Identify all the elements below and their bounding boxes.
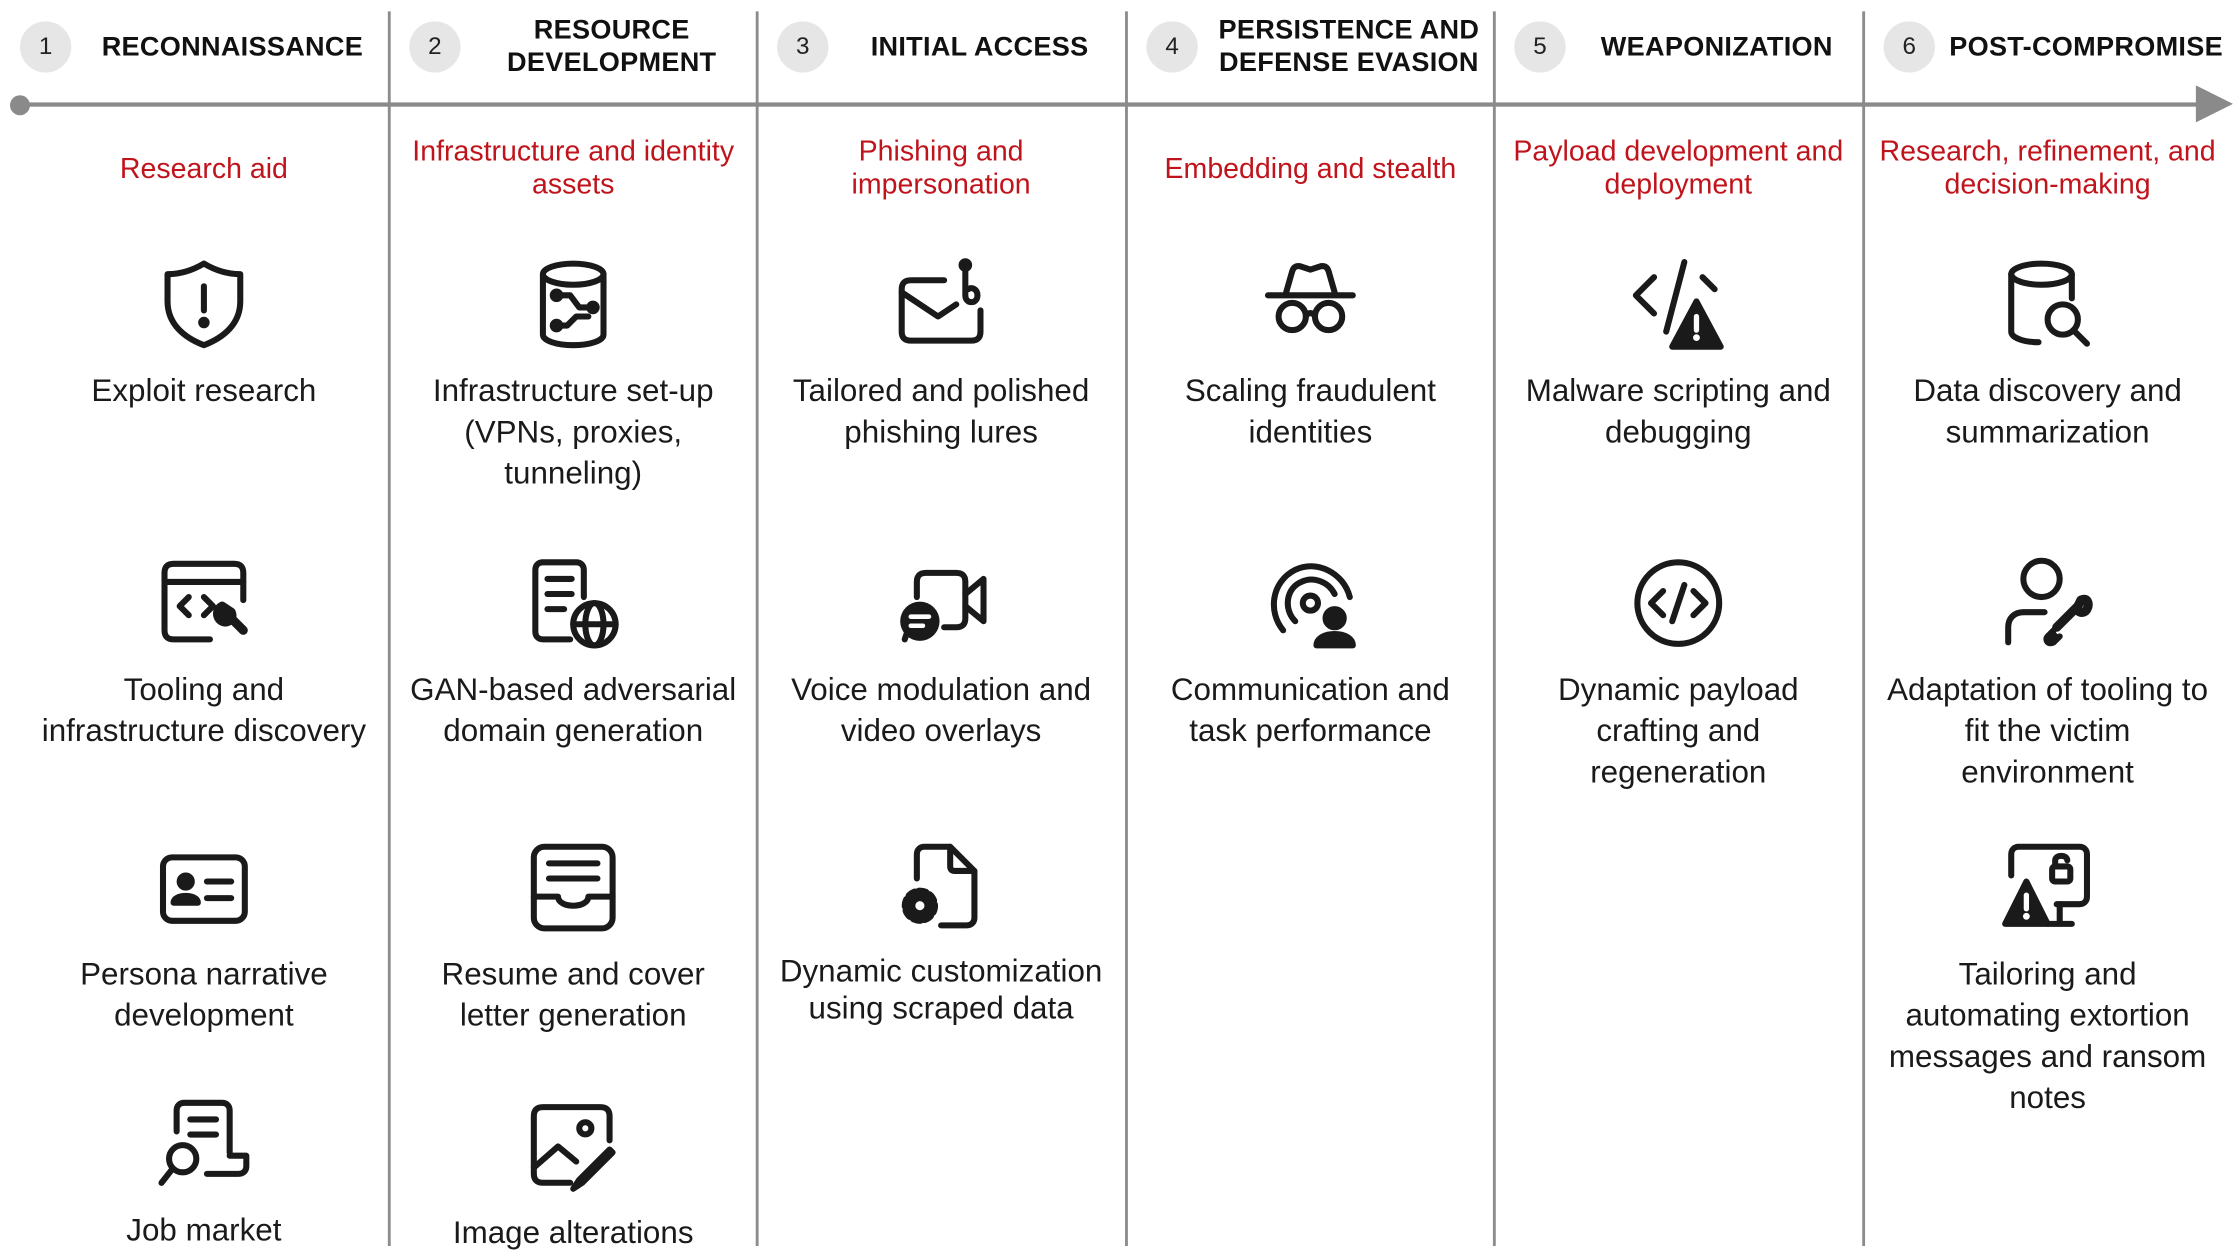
tactic-item bbox=[20, 1095, 388, 1250]
id-card-icon bbox=[155, 839, 252, 936]
stage-number-badge: 3 bbox=[777, 21, 828, 72]
document-globe-icon bbox=[525, 555, 622, 652]
stage-header bbox=[1884, 11, 2223, 82]
tactic-label: Communication and task performance bbox=[1170, 671, 1450, 749]
code-circle-icon bbox=[1630, 555, 1727, 652]
tactic-item bbox=[757, 256, 1125, 452]
database-search-icon bbox=[1999, 256, 2096, 353]
stage-column-post-compromise bbox=[1864, 0, 2232, 1246]
stage-title: POST-COMPROMISE bbox=[1949, 32, 2223, 62]
person-wrench-icon bbox=[1999, 555, 2096, 652]
tactic-label: Tailoring and automating extortion messages and ransom notes bbox=[1888, 955, 2207, 1116]
tactic-item bbox=[757, 555, 1125, 751]
tactic-label: GAN-based adversarial domain generation bbox=[410, 671, 737, 749]
video-chat-icon bbox=[893, 555, 990, 652]
code-window-wrench-icon bbox=[155, 555, 252, 652]
tactic-label: Tailored and polished phishing lures bbox=[792, 372, 1090, 450]
stage-header bbox=[20, 11, 379, 82]
tactic-item bbox=[1864, 256, 2232, 452]
tactic-label: Dynamic customization using scraped data bbox=[779, 953, 1103, 1026]
tactic-item bbox=[20, 555, 388, 751]
tactic-item bbox=[1864, 839, 2232, 1118]
stage-column-weaponization bbox=[1494, 0, 1862, 1246]
tactic-label: Scaling fraudulent identities bbox=[1184, 372, 1436, 450]
stage-column-persistence-defense-evasion bbox=[1126, 0, 1494, 1246]
stage-header bbox=[1514, 11, 1853, 82]
document-inbox-icon bbox=[525, 839, 622, 936]
stage-subtitle: Embedding and stealth bbox=[1164, 152, 1457, 185]
stage-title: INITIAL ACCESS bbox=[870, 32, 1089, 62]
stage-subtitle: Phishing and impersonation bbox=[851, 136, 1031, 201]
stage-subtitle: Infrastructure and identity assets bbox=[412, 136, 735, 201]
stage-subtitle: Research aid bbox=[119, 152, 288, 185]
stage-column-reconnaissance bbox=[20, 0, 388, 1246]
stage-header bbox=[1146, 11, 1485, 82]
image-edit-icon bbox=[525, 1098, 622, 1195]
tactic-item bbox=[1494, 555, 1862, 793]
stage-title: PERSISTENCE AND DEFENSE EVASION bbox=[1218, 15, 1480, 79]
mail-hook-icon bbox=[893, 256, 990, 353]
document-search-icon bbox=[155, 1095, 252, 1192]
tactic-label: Data discovery and summarization bbox=[1913, 372, 2182, 450]
tactic-item bbox=[1126, 256, 1494, 452]
tactic-item bbox=[389, 839, 757, 1035]
stage-header bbox=[777, 11, 1116, 82]
screen-lock-warning-icon bbox=[1999, 839, 2096, 936]
stage-number-badge: 2 bbox=[409, 21, 460, 72]
tactic-label: Job market bbox=[126, 1211, 282, 1248]
stage-column-initial-access bbox=[757, 0, 1125, 1246]
tactic-label: Adaptation of tooling to fit the victim environment bbox=[1887, 671, 2209, 790]
incognito-icon bbox=[1262, 256, 1359, 353]
database-circuit-icon bbox=[525, 256, 622, 353]
tactic-item bbox=[1126, 555, 1494, 751]
stage-number-badge: 6 bbox=[1884, 21, 1935, 72]
stage-column-resource-development bbox=[389, 0, 757, 1251]
tactic-label: Dynamic payload crafting and regeneration bbox=[1557, 671, 1799, 790]
stage-number-badge: 4 bbox=[1146, 21, 1197, 72]
stage-number-badge: 5 bbox=[1514, 21, 1565, 72]
tactic-item bbox=[389, 256, 757, 494]
tactic-item bbox=[389, 555, 757, 751]
stage-subtitle: Research, refinement, and decision-making bbox=[1879, 136, 2216, 201]
tactic-label: Tooling and infrastructure discovery bbox=[41, 671, 367, 749]
tactic-item bbox=[1494, 256, 1862, 452]
tactic-label: Exploit research bbox=[91, 372, 317, 409]
stage-subtitle: Payload development and deployment bbox=[1513, 136, 1844, 201]
stage-header bbox=[409, 11, 748, 82]
tactic-item bbox=[20, 256, 388, 411]
tactic-label: Voice modulation and video overlays bbox=[791, 671, 1092, 749]
broadcast-person-icon bbox=[1262, 555, 1359, 652]
shield-alert-icon bbox=[155, 256, 252, 353]
stage-title: RECONNAISSANCE bbox=[101, 32, 364, 62]
tactic-label: Persona narrative development bbox=[80, 955, 328, 1033]
tactic-item bbox=[757, 839, 1125, 1027]
tactic-label: Image alterations bbox=[452, 1214, 694, 1251]
tactic-item bbox=[1864, 555, 2232, 793]
tactic-item bbox=[20, 839, 388, 1035]
tactic-item bbox=[389, 1098, 757, 1253]
document-gear-icon bbox=[893, 839, 990, 936]
tactic-label: Infrastructure set-up (VPNs, proxies, tunneling) bbox=[432, 372, 714, 491]
stage-title: WEAPONIZATION bbox=[1600, 32, 1833, 62]
stage-number-badge: 1 bbox=[20, 21, 71, 72]
tactic-label: Resume and cover letter generation bbox=[441, 955, 705, 1033]
stage-title: RESOURCE DEVELOPMENT bbox=[507, 15, 717, 79]
tactic-label: Malware scripting and debugging bbox=[1525, 372, 1831, 450]
code-warning-icon bbox=[1630, 256, 1727, 353]
